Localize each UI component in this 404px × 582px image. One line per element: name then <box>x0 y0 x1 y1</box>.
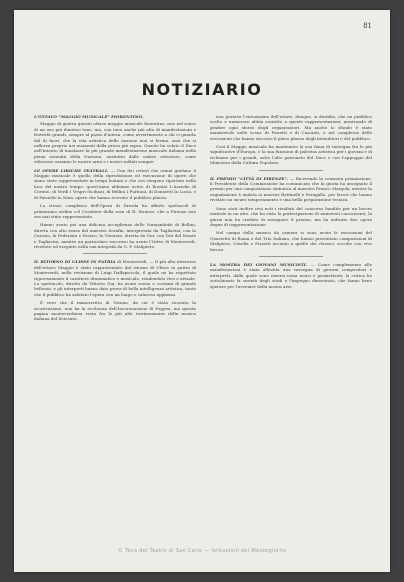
article-heading: L'OTTAVO "MAGGIO MUSICALE" FIORENTINO. <box>34 114 144 119</box>
section-paragraph <box>34 259 196 297</box>
section-text: — Come complemento alle manifestazioni è stata allestita una rassegna di giovani compositori e interpreti, dalla quale sono emersi nomi nuovi e promettenti; la critica ha sottolineato la serietà degli studi e l'impegno dimostrato, che fanno bene sperare per l'avvenire della nostra arte. <box>210 261 372 289</box>
section-text: — Ricevendo la consueta premiazione, il Presidente della Commissione ha comunicato che la giuria ha assegnato il premio per una composizione sinfonica al maestro Franco Margola, mentre la segnalazione è andata ai maestri Bettinelli e Peragallo, per lavori che hanno rivelato un sicuro temperamento e una bella preparazione tecnica. <box>210 175 372 203</box>
section-lead: IL PREMIO "CITTÀ DI FIRENZE". <box>210 175 291 181</box>
page-number: 81 <box>363 22 372 30</box>
section-text: — Uno dei criteri che ormai guidano il Maggio musicale è quello della riproduzione ed esecuzione di opere che siano state rappresentate in tempi lontani e che ora vengono riportate nella luce del nostro tempo: quest'anno abbiamo avuto di Rossini L'Assedio di Corinto, di Verdi I Vespri Siciliani, di Bellini I Puritani, di Donizetti la Lucia, e di Paisiello la Nina, opere che hanno ricevuto il pubblico plauso. <box>34 167 196 200</box>
body-paragraph: Lo stesso complesso dell'Opera di Dresda ha offerto spettacoli di primissimo ordine col Cavaliere della rosa di R. Strauss, che a Firenze non era mai stato rappresentato. <box>34 203 196 219</box>
section-text: di Monteverdi. — Il più alto interesse dell'ottavo Maggio è stato rappresentato dal ritorno di Ulisse in patria di Monteverdi, nella revisione di Luigi Dallapiccola, il quale ne ha rispettato rigorosamente il carattere drammatico e musicale, rendendolo vivo e attuale. Lo spettacolo, diretto da Vittorio Gui, ha avuto scene e costumi di grande bellezza, e gli interpreti hanno dato prova di bella intelligenza artistica, tanto che il pubblico ha salutato l'opera con un lungo e caloroso applauso. <box>34 259 196 297</box>
body-paragraph: Maggio di guerra questo ottavo maggio musicale fiorentino, non nel senso di un uso più dimesso tono, ma, con tono anche più alto di manifestazioni e festività grandi, sempre al passo d'intesa, come avvertimento a chi ci guarda dal di fuori, che la vita artistica della nazione non si ferma, anzi che si rafforza proprio nei momenti della prova più aspra. Questo ha voluto il Duce nell'intento di innalzare la più grande manifestazione musicale italiana nella piena serenità della Nazione, anzitutto dalle ombre vittoriose, come vittoriose saranno le nostre armi e i nostri soldati sempre. <box>34 121 196 165</box>
body-paragraph: Così il Maggio musicale ha mantenuto la sua fama di rassegna fra le più significative d'Europa, e la sua funzione di palestra artistica per i giovani e di richiamo per i grandi, sotto l'alto patronato del Duce e con l'appoggio del Ministero della Cultura Popolare. <box>210 144 372 166</box>
body-paragraph: È vero che il manoscritto di Vienna, da cui è stata ricavata la ricostruzione, non ha la ricchezza dell'Incoronazione di Poppea, ma questa pagina monteverdiana resta fra le più alte testimonianze della musica italiana del Seicento. <box>34 300 196 322</box>
left-column <box>34 114 196 536</box>
section-lead: LE OPERE LIRICHE TEATRALI. <box>34 167 111 173</box>
right-column <box>210 114 372 536</box>
section-lead: IL RITORNO DI ULISSE IN PATRIA <box>34 259 118 265</box>
section-divider <box>259 170 324 171</box>
body-paragraph: Nel campo della musica da camera si sono avute le esecuzioni del Quartetto di Roma e del Trio Italiano, che hanno presentato composizioni di Malipiero, Casella e Pizzetti accanto a quelle dei classici, accolte con vivo favore. <box>210 230 372 252</box>
text-columns <box>34 114 372 536</box>
section-divider <box>83 253 148 254</box>
section-lead: LA MOSTRA DEI GIOVANI MUSICISTI. <box>210 261 311 267</box>
watermark: © Teca del Teatro di San Carlo — Istituzioni del Mezzogiorno <box>117 548 287 554</box>
section-divider <box>259 256 324 257</box>
document-page <box>14 10 390 572</box>
body-paragraph: Sono stati inoltre resi noti i risultati del concorso bandito per un lavoro teatrale in un atto, che ha visto la partecipazione di numerosi concorrenti; la giuria non ha creduto di assegnare il premio, ma ha indicato due opere degne di rappresentazione. <box>210 205 372 227</box>
section-paragraph <box>210 262 372 289</box>
body-paragraph: non portava l'entusiasmo dell'estate, dunque, si direbbe, che un pubblico scelto e numeroso abbia assistito a queste rappresentazioni, mostrando di gradire ogni sforzo degli organizzatori. Ma anche lo sfondo è stato ammirevole nelle scene di Pizzetti e di Casorati, e nel complesso delle esecuzioni che hanno riscosso il pieno plauso degli intenditori e del pubblico. <box>210 114 372 141</box>
page-title: NOTIZIARIO <box>141 80 263 99</box>
section-paragraph <box>34 168 196 200</box>
section-paragraph <box>210 176 372 203</box>
body-paragraph: Hanno avuto poi una delicata accoglienza delle Sonnambule di Bellini, diretta con alto senso dal maestro Serafin, interpretata da Tagliavini, con la Carosio, la Pederzini e Pasero; la Traviata, diretta da Gui, con Toti dal Monte e Tagliavini; mentre un particolare successo ha avuto l'Orfeo di Monteverdi, riveduto ed eseguito nella sua integrità da G. F. Malipiero. <box>34 222 196 249</box>
